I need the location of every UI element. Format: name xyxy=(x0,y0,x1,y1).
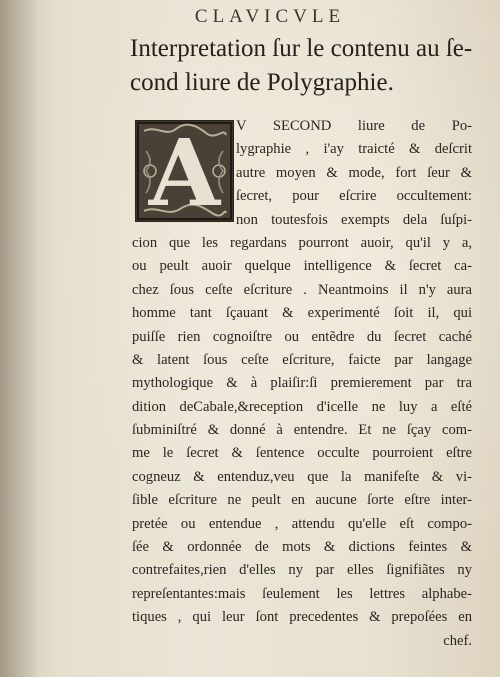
text-line: V SECOND liure de Po- xyxy=(236,118,472,134)
gutter-shadow xyxy=(0,0,40,677)
title-line-1: Interpretation ſur le contenu au ſe- xyxy=(130,35,473,62)
chapter-title xyxy=(130,32,480,100)
text-line: chef. xyxy=(443,632,472,649)
text-line: contrefaites,rien d'elles ny par elles ſignifiãtes ny xyxy=(132,562,472,579)
text-line: tiques , qui leur ſont precedentes & prepoſées en xyxy=(132,609,472,626)
text-line: cion que les regardans pourront auoir, qu'il y a, xyxy=(132,234,472,251)
title-line-2: cond liure de Polygraphie. xyxy=(130,69,394,96)
running-head xyxy=(0,6,500,28)
text-line: ſible eſcriture ne peult en aucune ſorte eſtre inter- xyxy=(132,492,472,509)
text-line: me le ſecret & ſentence occulte pourroient eſtre xyxy=(132,445,472,462)
text-line: lygraphie , i'ay traicté & deſcrit xyxy=(236,141,472,158)
running-head-text: CLAVICVLE xyxy=(194,6,346,27)
text-line: autre moyen & mode, fort ſeur & xyxy=(236,164,472,181)
text-line: ſecret, pour eſcrire occultement: xyxy=(236,188,472,205)
text-line: ſée & ordonnée de mots & dictions feintes & xyxy=(132,539,472,556)
text-line: ſubminiſtré & donné à entendre. Et ne ſçay com- xyxy=(132,422,472,439)
text-line: puiſſe rien cognoiſtre ou entẽdre du ſecret caché xyxy=(132,328,472,345)
text-line: dition deCabale,&reception d'icelle ne luy a eſté xyxy=(132,398,472,415)
text-line: mythologique & à plaiſir:ſi premierement par tra xyxy=(132,375,472,392)
body-text xyxy=(132,115,472,653)
text-line: chez ſous ceſte eſcriture . Neantmoins il n'y aura xyxy=(132,281,472,298)
text-line: homme tant ſçauant & experimenté ſoit il, qui xyxy=(132,305,472,322)
text-line: pretée ou entendue , attendu qu'elle eſt compo- xyxy=(132,515,472,532)
initial-letter: A xyxy=(148,119,221,227)
text-line: ou peult auoir quelque intelligence & ſecret ca- xyxy=(132,258,472,275)
text-line: & latent ſous ceſte eſcriture, faicte par langage xyxy=(132,351,472,368)
text-line: cogneuz & entenduz,veu que la manifeſte & vi- xyxy=(132,468,472,485)
text-line: repreſentantes:mais ſeulement les lettres alphabe- xyxy=(132,585,472,602)
text-line: non toutesfois exempts dela ſuſpi- xyxy=(236,211,472,228)
